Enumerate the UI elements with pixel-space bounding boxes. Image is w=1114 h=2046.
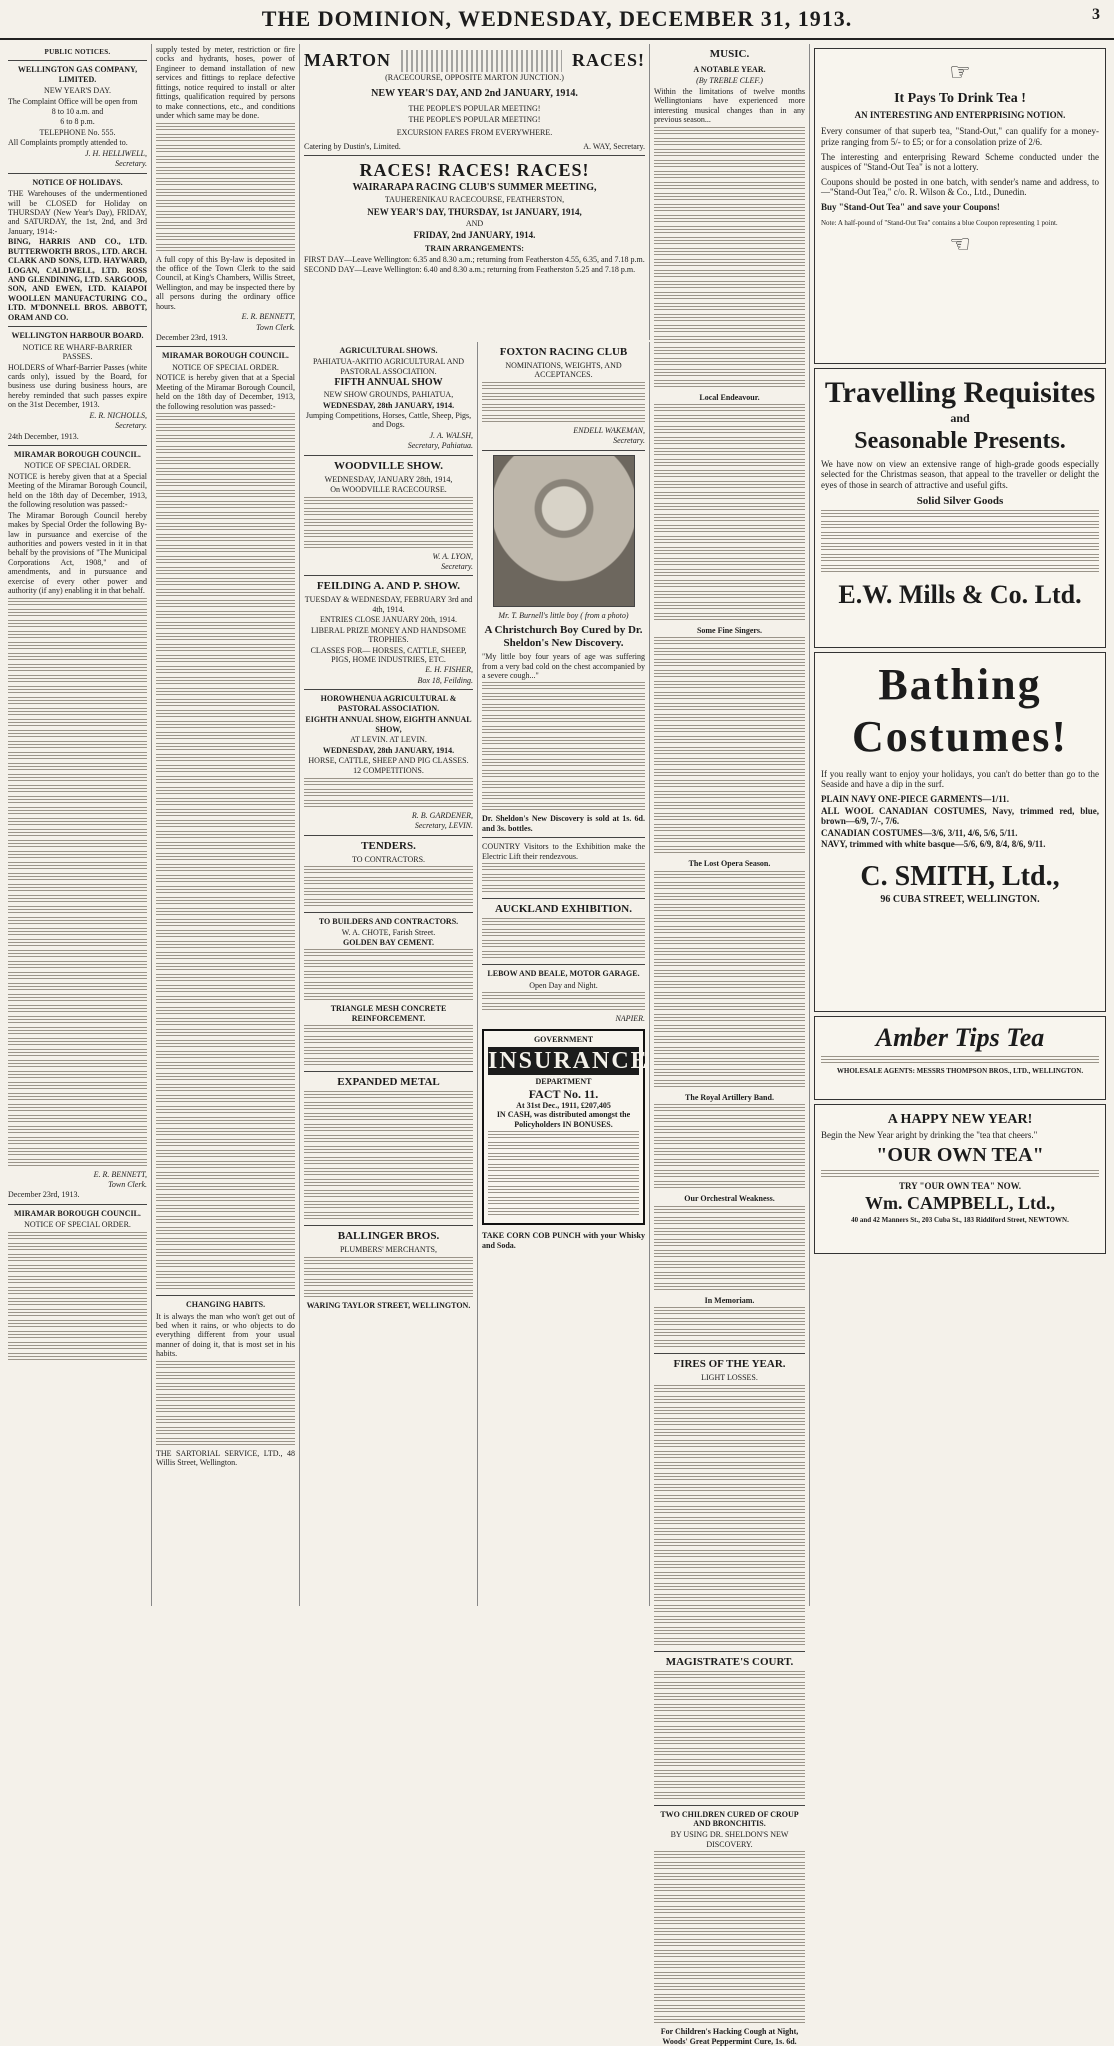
notice-body: HOLDERS of Wharf-Barrier Passes (white cards only), issued by the Board, for business use during business hours, are hereby reminded that such passes expire on the 31st December, 1913. xyxy=(8,362,147,410)
article-title: A NOTABLE YEAR. xyxy=(693,64,766,74)
travel-body: We have now on view an extensive range of high-grade goods especially selected for the Christmas season, that appeal to the traveller or delight the eyes of those in search of attractive and useful gifts. xyxy=(821,458,1099,491)
marton-title: MARTON xyxy=(304,50,392,71)
article-title: FIRES OF THE YEAR. xyxy=(673,1358,786,1371)
notice-date: December 23rd, 1913. xyxy=(8,1190,80,1200)
train-title: TRAIN ARRANGEMENTS: xyxy=(425,244,524,254)
show-title: WOODVILLE SHOW. xyxy=(333,459,443,472)
smith-bathing-ad xyxy=(814,652,1106,1012)
bylaw-body: A full copy of this By-law is deposited in the office of the Town Clerk to the said Council, at King's Chambers, Willis Street, Wellington, and may be inspected there by all persons during the ordinary office hours. xyxy=(156,254,295,311)
costumes-title: Costumes! xyxy=(852,711,1068,761)
marton-catering: Catering by Dustin's, Limited. xyxy=(304,141,401,151)
article-title: AUCKLAND EXHIBITION. xyxy=(495,903,632,916)
show-entries: ENTRIES CLOSE JANUARY 20th, 1914. xyxy=(319,615,458,625)
insurance-fact: FACT No. 11. xyxy=(528,1086,599,1101)
article-subhead: Some Fine Singers. xyxy=(696,626,763,636)
ad-title: LEBOW AND BEALE, MOTOR GARAGE. xyxy=(487,969,640,979)
notice-sub: NOTICE OF SPECIAL ORDER. xyxy=(24,461,131,471)
section-heading: MUSIC. xyxy=(709,48,750,60)
notice-date: 24th December, 1913. xyxy=(8,431,79,441)
show-classes: HORSE, CATTLE, SHEEP AND PIG CLASSES. xyxy=(308,755,469,765)
article-title: TWO CHILDREN CURED OF CROUP AND BRONCHITIS. xyxy=(660,1809,799,1829)
bylaw-body: supply tested by meter, restriction or fire cocks and hydrants, hoses, power of Engineer to demand installation of new services and fittings to replace defective fittings, notice required to install or alter fittings, qualification required by persons to make connections, etc., and conditions under which same may be done. xyxy=(156,45,295,121)
notice-body: The Miramar Borough Council hereby makes by Special Order the following By-law in pursuance and exercise of the authorities and powers vested in it in that behalf by the provisions of "The Municipal Corporations Act, 1908," and of amendments, and in pursuance and exercise of every other power and authority (if any) enabling it in that behalf. xyxy=(8,510,147,596)
bathing-title: Bathing xyxy=(878,660,1042,709)
ad-title: BALLINGER BROS. xyxy=(337,1230,440,1243)
notice-signature: Town Clerk. xyxy=(108,1180,147,1189)
marton-popular: THE PEOPLE'S POPULAR MEETING! xyxy=(408,114,541,124)
article-subhead: Local Endeavour. xyxy=(699,392,760,402)
show-date: WEDNESDAY, 28th JANUARY, 1914. xyxy=(322,400,455,410)
notice-sub: NOTICE OF SPECIAL ORDER. xyxy=(24,1220,131,1230)
marton-sig: A. WAY, Secretary. xyxy=(583,141,645,151)
notice-sub: NEW YEAR'S DAY. xyxy=(43,86,111,96)
column-shows xyxy=(300,342,478,1606)
horse-illustration xyxy=(401,50,562,72)
train-info: FIRST DAY—Leave Wellington: 6.35 and 8.30 a.m.; returning from Featherston 4.55, 6.35, and 7.18 p.m. xyxy=(304,254,645,264)
smith-address: 96 CUBA STREET, WELLINGTON. xyxy=(880,894,1040,906)
bathing-item: NAVY, trimmed with white basque—5/6, 6/9, 8/4, 8/6, 9/11. xyxy=(821,839,1046,850)
marton-popular: THE PEOPLE'S POPULAR MEETING! xyxy=(408,104,541,114)
notice-signature: E. R. BENNETT, xyxy=(93,1169,147,1179)
notice-body: All Complaints promptly attended to. xyxy=(8,138,128,148)
insurance-fact-text: IN CASH, was distributed amongst the Policyholders IN BONUSES. xyxy=(496,1110,631,1129)
tea-note: Note: A half-pound of "Stand-Out Tea" contains a blue Coupon representing 1 point. xyxy=(821,218,1058,227)
ad-sig: Secretary. xyxy=(613,436,645,446)
notice-sub: NOTICE OF SPECIAL ORDER. xyxy=(172,362,279,372)
notice-date: December 23rd, 1913. xyxy=(156,333,228,342)
notice-hours: 6 to 8 p.m. xyxy=(60,117,95,127)
ad-sub: PLUMBERS' MERCHANTS, xyxy=(339,1245,437,1255)
show-prizes: LIBERAL PRIZE MONEY AND HANDSOME TROPHIES. xyxy=(311,625,466,645)
boy-photo xyxy=(493,455,635,607)
pointing-hand-icon: ☜ xyxy=(949,231,971,258)
notice-body: THE Warehouses of the undermentioned will be CLOSED for Holiday on THURSDAY (New Year's Day), FRIDAY, and SATURDAY, the 1st, 2nd, and 3rd January, 1914:- xyxy=(8,189,147,236)
bathing-item: PLAIN NAVY ONE-PIECE GARMENTS—1/11. xyxy=(821,794,1010,805)
notice-title: MIRAMAR BOROUGH COUNCIL. xyxy=(14,1208,141,1218)
notice-body: NOTICE is hereby given that at a Special Meeting of the Miramar Borough Council, held on the 18th day of December, 1913, the following resolution was passed:- xyxy=(8,471,147,510)
travel-and: and xyxy=(950,411,970,426)
show-sig: Secretary, LEVIN. xyxy=(414,821,473,831)
amber-tips-ad xyxy=(814,1016,1106,1100)
own-tea-title: "OUR OWN TEA" xyxy=(876,1144,1044,1167)
show-sig: R. B. GARDENER, xyxy=(411,810,473,820)
insurance-dept: DEPARTMENT xyxy=(535,1077,592,1087)
article-body: COUNTRY Visitors to the Exhibition make the Electric Lift their rendezvous. xyxy=(482,842,645,861)
amber-title: Amber Tips Tea xyxy=(875,1023,1045,1052)
show-title: EIGHTH ANNUAL SHOW, EIGHTH ANNUAL SHOW, xyxy=(305,715,472,734)
seasonable-title: Seasonable Presents. xyxy=(854,427,1066,454)
show-date: WEDNESDAY, JANUARY 28th, 1914, xyxy=(324,474,453,484)
wairarapa-club: WAIRARAPA RACING CLUB'S SUMMER MEETING, xyxy=(352,182,597,194)
show-sig: E. H. FISHER, xyxy=(425,665,473,675)
newyear-body: Begin the New Year aright by drinking the "tea that cheers." xyxy=(821,1129,1038,1140)
show-date: WEDNESDAY, 28th JANUARY, 1914. xyxy=(322,745,455,755)
bathing-item: CANADIAN COSTUMES—3/6, 3/11, 4/6, 5/6, 5/11. xyxy=(821,827,1018,838)
notice-title: WELLINGTON GAS COMPANY, LIMITED. xyxy=(17,65,138,84)
show-comp: 12 COMPETITIONS. xyxy=(353,766,424,776)
article-body: It is always the man who won't get out of bed when it rains, or who objects to do everything different from your usual manner of doing it, that is most set in his habits. xyxy=(156,1311,295,1359)
tender-item: TRIANGLE MESH CONCRETE REINFORCEMENT. xyxy=(330,1004,447,1023)
own-tea-try: TRY "OUR OWN TEA" NOW. xyxy=(898,1180,1022,1191)
article-byline: (By TREBLE CLEF.) xyxy=(696,76,763,86)
tender-title: TO CONTRACTORS. xyxy=(351,854,426,864)
ad-place: NAPIER. xyxy=(615,1014,645,1023)
pointing-hand-icon: ☞ xyxy=(949,60,971,86)
show-place: AT LEVIN. AT LEVIN. xyxy=(350,735,427,745)
ad-body: TAKE CORN COB PUNCH with your Whisky and Soda. xyxy=(482,1231,645,1250)
notice-signature: J. H. HELLIWELL, xyxy=(84,148,147,158)
mills-ad xyxy=(814,368,1106,648)
article-subhead: LIGHT LOSSES. xyxy=(701,1373,758,1383)
article-title: MAGISTRATE'S COURT. xyxy=(665,1655,794,1668)
article-body: Within the limitations of twelve months Wellingtonians have experienced more interesting musical changes than in any previous season... xyxy=(654,86,805,125)
show-classes: CLASSES FOR— HORSES, CATTLE, SHEEP, PIGS, HOME INDUSTRIES, ETC. xyxy=(310,645,467,665)
tender-title: TO BUILDERS AND CONTRACTORS. xyxy=(318,917,459,927)
ad-address: WARING TAYLOR STREET, WELLINGTON. xyxy=(306,1300,471,1310)
show-sig: J. A. WALSH, xyxy=(429,430,473,440)
notice-signature: E. R. NICHOLLS, xyxy=(89,410,147,420)
notice-signature: Secretary. xyxy=(115,421,147,431)
wairarapa-and: AND xyxy=(465,219,484,229)
insurance-fact-date: At 31st Dec., 1911, £207,405 xyxy=(516,1100,611,1110)
tea-body: The interesting and enterprising Reward Scheme conducted under the auspices of "Stand-Out Tea" is not a lottery. xyxy=(821,151,1099,173)
notice-sub: NOTICE RE WHARF-BARRIER PASSES. xyxy=(22,342,133,362)
tea-title: It Pays To Drink Tea ! xyxy=(894,91,1026,107)
section-heading: AGRICULTURAL SHOWS. xyxy=(339,346,438,355)
smith-logo: C. SMITH, Ltd., xyxy=(860,861,1060,893)
show-title: FEILDING A. AND P. SHOW. xyxy=(316,580,461,593)
tea-body: Every consumer of that superb tea, "Stand-Out," can qualify for a money-prize ranging from 5/- to £5; or for a consolation prize of 2/6. xyxy=(821,126,1099,148)
notice-title: MIRAMAR BOROUGH COUNCIL. xyxy=(162,351,289,361)
marton-sub: (RACECOURSE, OPPOSITE MARTON JUNCTION.) xyxy=(385,73,564,82)
page-number: 3 xyxy=(1092,6,1100,23)
marton-fares: EXCURSION FARES FROM EVERYWHERE. xyxy=(396,128,553,138)
tea-body: Buy "Stand-Out Tea" and save your Coupons! xyxy=(821,202,1000,213)
ad-sig: ENDELL WAKEMAN, xyxy=(573,425,645,435)
notice-telephone: TELEPHONE No. 555. xyxy=(39,127,116,137)
insurance-title: INSURANCE xyxy=(488,1047,649,1074)
newyear-title: A HAPPY NEW YEAR! xyxy=(887,1112,1033,1127)
campbell-address: 40 and 42 Manners St., 203 Cuba St., 183 Riddiford Street, NEWTOWN. xyxy=(851,1215,1069,1224)
ad-title: FOXTON RACING CLUB xyxy=(499,346,628,358)
notice-signature: E. R. BENNETT, xyxy=(241,312,295,322)
show-title: FIFTH ANNUAL SHOW xyxy=(334,377,443,389)
show-sig: W. A. LYON, xyxy=(432,551,473,561)
notice-title: WELLINGTON HARBOUR BOARD. xyxy=(11,331,144,341)
marton-dates: NEW YEAR'S DAY, AND 2nd JANUARY, 1914. xyxy=(371,88,578,100)
column-adverts xyxy=(810,44,1110,1606)
article-subhead: Our Orchestral Weakness. xyxy=(684,1194,775,1204)
train-info: SECOND DAY—Leave Wellington: 6.40 and 8.30 a.m.; returning from Featherston 5.25 and 7.18 p.m. xyxy=(304,264,636,274)
tea-body: Coupons should be posted in one batch, with sender's name and address, to—"Stand-Out Tea," c/o. R. Wilson & Co., Ltd., Dunedin. xyxy=(821,176,1099,198)
travel-title: Travelling Requisites xyxy=(824,376,1096,409)
article-subhead: The Royal Artillery Band. xyxy=(685,1092,774,1102)
bathing-body: If you really want to enjoy your holidays, you can't do better than go to the Seaside and have a dip in the surf. xyxy=(821,768,1099,790)
article-subhead: The Lost Opera Season. xyxy=(688,859,771,869)
notice-signature: Town Clerk. xyxy=(256,322,295,332)
notice-firms: BING, HARRIS AND CO., LTD. BUTTERWORTH BROS., LTD. ARCH. CLARK AND SONS, LTD. HAYWARD, LOGAN, CALDWELL, LTD. ROSS AND GLENDINING, LTD. SARGOOD, SON, AND EWEN, LTD. KAIAPOI WOOLLEN MANUFACTURING CO., LTD. M'DONNELL BROS. ABBOTT, ORAM AND CO. xyxy=(8,237,147,322)
article-subhead: BY USING DR. SHELDON'S NEW DISCOVERY. xyxy=(670,1830,789,1849)
section-heading: PUBLIC NOTICES. xyxy=(44,48,111,56)
column-music xyxy=(650,44,810,2046)
wairarapa-dates: FRIDAY, 2nd JANUARY, 1914. xyxy=(413,229,536,240)
tender-item: EXPANDED METAL xyxy=(337,1076,440,1089)
photo-caption: Mr. T. Burnell's little boy ( from a photo) xyxy=(498,610,629,620)
ad-sub: NOMINATIONS, WEIGHTS, AND ACCEPTANCES. xyxy=(505,360,622,380)
article-title: CHANGING HABITS. xyxy=(185,1300,266,1310)
notice-title: MIRAMAR BOROUGH COUNCIL. xyxy=(14,450,141,459)
newspaper-title: THE DOMINION, WEDNESDAY, DECEMBER 31, 1913. xyxy=(261,6,853,31)
ad-sub: Open Day and Night. xyxy=(529,980,598,990)
column-by-laws xyxy=(152,44,300,1606)
column-misc xyxy=(478,342,650,1606)
article-sig: THE SARTORIAL SERVICE, LTD., 48 Willis Street, Wellington. xyxy=(156,1448,295,1468)
show-sig: Secretary. xyxy=(441,562,473,572)
article-body: "My little boy four years of age was suffering from a very bad cold on the chest accompanied by a severe cough..." xyxy=(482,652,645,680)
article-subhead: In Memoriam. xyxy=(704,1295,755,1305)
notice-body: NOTICE is hereby given that at a Special Meeting of the Miramar Borough Council, held on the 18th day of December, 1913, the following resolution was passed:- xyxy=(156,373,295,411)
race-ads xyxy=(300,44,650,340)
notice-body: The Complaint Office will be open from xyxy=(8,96,138,106)
insurance-ad xyxy=(482,1029,649,1225)
show-sig: Secretary, Pahiatua. xyxy=(407,441,473,451)
bathing-item: ALL WOOL CANADIAN COSTUMES, Navy, trimmed red, blue, brown—6/9, 7/-, 7/6. xyxy=(821,805,1099,827)
show-ground: On WOODVILLE RACECOURSE. xyxy=(330,485,447,495)
tender-item: GOLDEN BAY CEMENT. xyxy=(342,938,435,948)
silver-title: Solid Silver Goods xyxy=(916,494,1004,507)
masthead xyxy=(0,0,1114,40)
wairarapa-title: RACES! RACES! RACES! xyxy=(359,159,590,180)
show-ground: NEW SHOW GROUNDS, PAHIATUA, xyxy=(323,390,454,400)
tea-sub: AN INTERESTING AND ENTERPRISING NOTION. xyxy=(854,109,1066,120)
marton-races: RACES! xyxy=(571,50,645,71)
notice-hours: 8 to 10 a.m. and xyxy=(51,107,104,116)
show-date: TUESDAY & WEDNESDAY, FEBRUARY 3rd and 4th, 1914. xyxy=(304,595,473,614)
campbell-logo: Wm. CAMPBELL, Ltd., xyxy=(864,1193,1055,1214)
show-assoc: HOROWHENUA AGRICULTURAL & PASTORAL ASSOCIATION. xyxy=(320,694,457,713)
column-public-notices xyxy=(4,44,152,1606)
article-footer: For Children's Hacking Cough at Night, Woods' Great Peppermint Cure, 1s. 6d. xyxy=(660,2027,799,2046)
campbell-ad xyxy=(814,1104,1106,1254)
section-heading: TENDERS. xyxy=(361,839,416,852)
article-title: A Christchurch Boy Cured by Dr. Sheldon's New Discovery. xyxy=(484,624,643,650)
notice-title: NOTICE OF HOLIDAYS. xyxy=(32,177,123,187)
wairarapa-dates: NEW YEAR'S DAY, THURSDAY, 1st JANUARY, 1914, xyxy=(367,207,582,218)
notice-signature: Secretary. xyxy=(115,159,147,169)
wairarapa-course: TAUHERENIKAU RACECOURSE, FEATHERSTON, xyxy=(384,195,565,205)
show-assoc: PAHIATUA-AKITIO AGRICULTURAL AND PASTORAL ASSOCIATION. xyxy=(312,357,465,376)
show-events: Jumping Competitions, Horses, Cattle, Sheep, Pigs, and Dogs. xyxy=(305,410,472,430)
tender-sig: W. A. CHOTE, Farish Street. xyxy=(341,927,436,937)
article-price: Dr. Sheldon's New Discovery is sold at 1s. 6d. and 3s. bottles. xyxy=(482,814,645,833)
amber-sub: WHOLESALE AGENTS: MESSRS THOMPSON BROS., LTD., WELLINGTON. xyxy=(836,1066,1084,1075)
show-sig: Box 18, Feilding. xyxy=(417,675,473,685)
insurance-gov: GOVERNMENT xyxy=(533,1035,594,1045)
mills-logo: E.W. Mills & Co. Ltd. xyxy=(838,579,1082,609)
stand-out-tea-ad xyxy=(814,48,1106,364)
